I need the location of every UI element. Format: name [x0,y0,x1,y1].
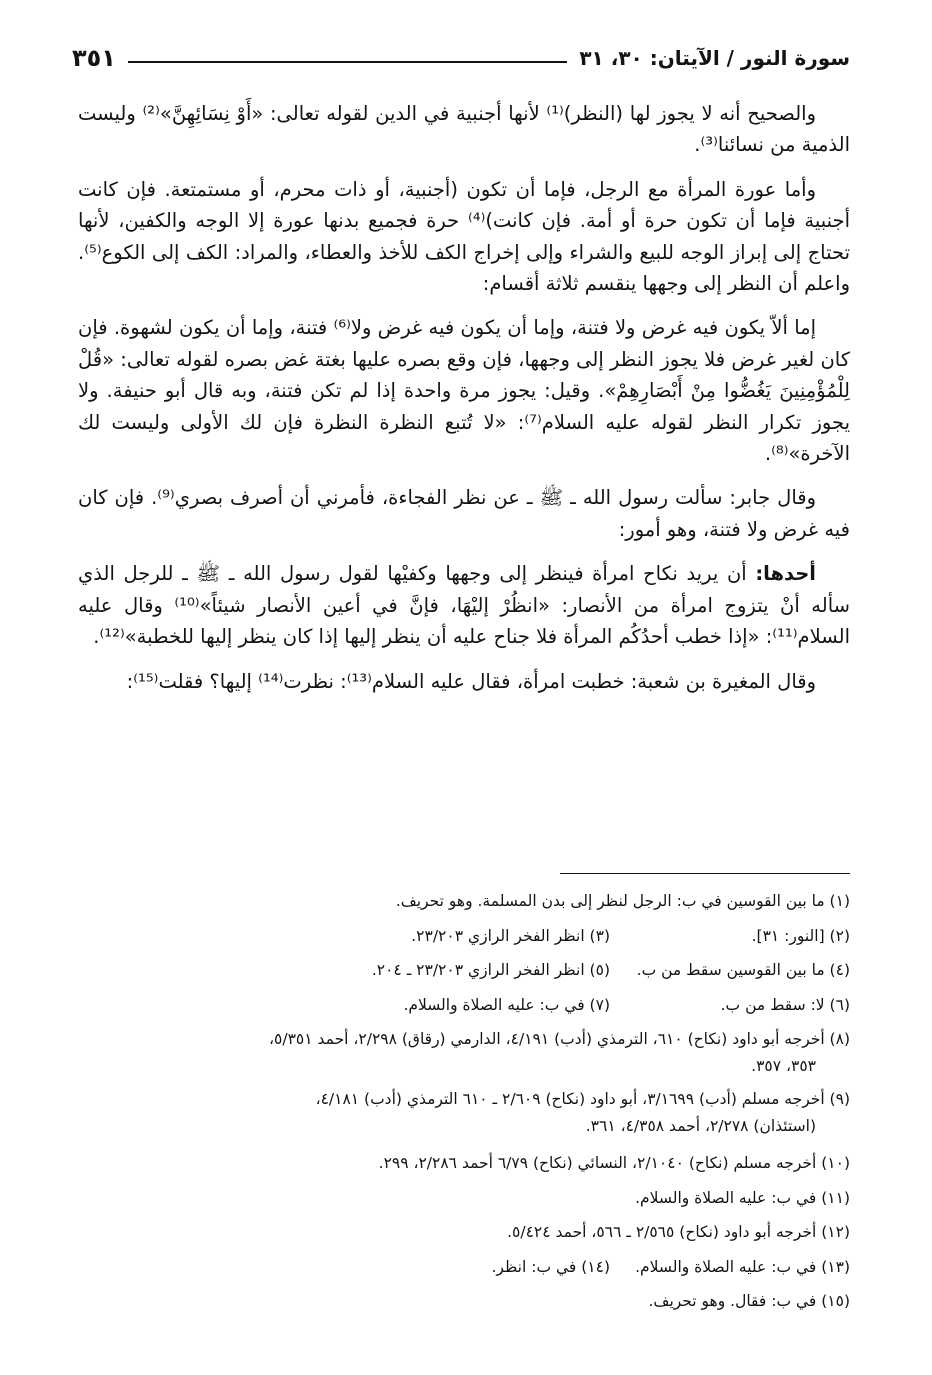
footnote-continuation: (استئذان) ٢/٢٧٨، أحمد ٤/٣٥٨، ٣٦١. [585,1117,816,1135]
footnote-line [78,988,850,1023]
footnote: (٤) ما بين القوسين سقط من ب. [636,961,850,979]
footnote: (٩) أخرجه مسلم (أدب) ٣/١٦٩٩، أبو داود (نكاح) ٢/٦٠٩ ـ ٦١٠ الترمذي (أدب) ٤/١٨١، [315,1090,850,1108]
lead-word: أحدها: [755,562,816,586]
footnote: (٨) أخرجه أبو داود (نكاح) ٦١٠، الترمذي (أدب) ٤/١٩١، الدارمي (رقاق) ٢/٢٩٨، أحمد ٥/٣٥١، [269,1030,850,1048]
footnote-line [78,884,850,919]
footnote-line [78,1181,850,1216]
footnote-continuation: ٣٥٣، ٣٥٧. [751,1057,816,1075]
footnote-block [78,1026,850,1080]
footnote-line [78,1250,850,1285]
paragraph: وقال جابر: سألت رسول الله ـ ﷺ ـ عن نظر الفجاءة، فأمرني أن أصرف بصري⁽⁹⁾. فإن كان فيه غرض ولا فتنة، وهو أمور: [78,486,850,541]
header-rule [128,61,567,63]
paragraph [78,558,850,652]
footnote: (١٠) أخرجه مسلم (نكاح) ٢/١٠٤٠، النسائي (نكاح) ٦/٧٩ أحمد ٢/٢٨٦، ٢٩٩. [378,1154,850,1172]
footnote: (١٢) أخرجه أبو داود (نكاح) ٢/٥٦٥ ـ ٥٦٦، أحمد ٥/٤٢٤. [507,1223,850,1241]
footnote: (١١) في ب: عليه الصلاة والسلام. [635,1188,850,1207]
footnote-line [78,1215,850,1250]
running-title: سورة النور / الآيتان: ٣٠، ٣١ [579,46,850,70]
footnote: (١٣) في ب: عليه الصلاة والسلام. [635,1257,850,1276]
page-header [72,38,850,78]
main-text [78,98,850,710]
footnote: (٣) انظر الفخر الرازي ٢٣/٢٠٣. [411,926,610,945]
paragraph: إما ألاّ يكون فيه غرض ولا فتنة، وإما أن يكون فيه غرض ولا⁽⁶⁾ فتنة، وإما أن يكون لشهوة. فإن كان لغير غرض فلا يجوز النظر إلى وجهها، فإن وقع بصره عليها بغتة غض بصره لقوله تعالى: «قُلْ لِلْمُؤْمِنِينَ يَغُضُّوا مِنْ أَبْصَارِهِمْ». وقيل: يجوز مرة واحدة إذا لم تكن فتنة، وبه قال أبو حنيفة. ولا يجوز تكرار النظر لقوله عليه السلام⁽⁷⁾: «لا تُتبع النظرة النظرة فإن لك الأولى وليست لك الآخرة»⁽⁸⁾. [78,316,850,466]
footnote-line [78,919,850,954]
footnote: (١) ما بين القوسين في ب: الرجل لنظر إلى بدن المسلمة. وهو تحريف. [395,892,850,910]
footnote: (١٤) في ب: انظر. [491,1257,610,1276]
footnote: (٢) [النور: ٣١]. [751,926,850,945]
footnote-block [78,1086,850,1140]
footnote-line [78,953,850,988]
paragraph: وقال المغيرة بن شعبة: خطبت امرأة، فقال عليه السلام⁽¹³⁾: نظرت⁽¹⁴⁾ إليها؟ فقلت⁽¹⁵⁾: [126,669,816,693]
footnote: (٦) لا: سقط من ب. [720,995,850,1014]
paragraph-text: أن يريد نكاح امرأة فينظر إلى وجهها وكفيْها لقول رسول الله ـ ﷺ ـ للرجل الذي سأله أنْ يتزوج امرأة من الأنصار: «انظُرْ إليْهَا، فإنَّ في أعين الأنصار شيئاً»⁽¹⁰⁾ وقال عليه السلام⁽¹¹⁾: «إذا خطب أحدُكُم المرأة فلا جناح عليه أن ينظر إليها إذا كان ينظر إليها للخطبة»⁽¹²⁾. [78,562,850,649]
footnote: (٧) في ب: عليه الصلاة والسلام. [403,995,610,1014]
footnote: (٥) انظر الفخر الرازي ٢٣/٢٠٣ ـ ٢٠٤. [371,961,610,979]
footnotes [78,884,850,1319]
footnote-separator [560,873,850,874]
paragraph: والصحيح أنه لا يجوز لها (النظر)⁽¹⁾ لأنها أجنبية في الدين لقوله تعالى: «أَوْ نِسَائِهِنَّ»⁽²⁾ وليست الذمية من نسائنا⁽³⁾. [78,102,850,157]
page-number: ٣٥١ [72,44,116,72]
paragraph: وأما عورة المرأة مع الرجل، فإما أن تكون (أجنبية، أو ذات محرم، أو مستمتعة. فإن كانت أجنبية فإما أن تكون حرة أو أمة. فإن كانت)⁽⁴⁾ حرة فجميع بدنها عورة إلا الوجه والكفين، لأنها تحتاج إلى إبراز الوجه للبيع والشراء وإلى إخراج الكف للأخذ والعطاء، والمراد: الكف إلى الكوع⁽⁵⁾. واعلم أن النظر إلى وجهها ينقسم ثلاثة أقسام: [78,177,850,296]
footnote: (١٥) في ب: فقال. وهو تحريف. [648,1292,850,1310]
footnote-line [78,1146,850,1181]
footnote-line [78,1284,850,1319]
